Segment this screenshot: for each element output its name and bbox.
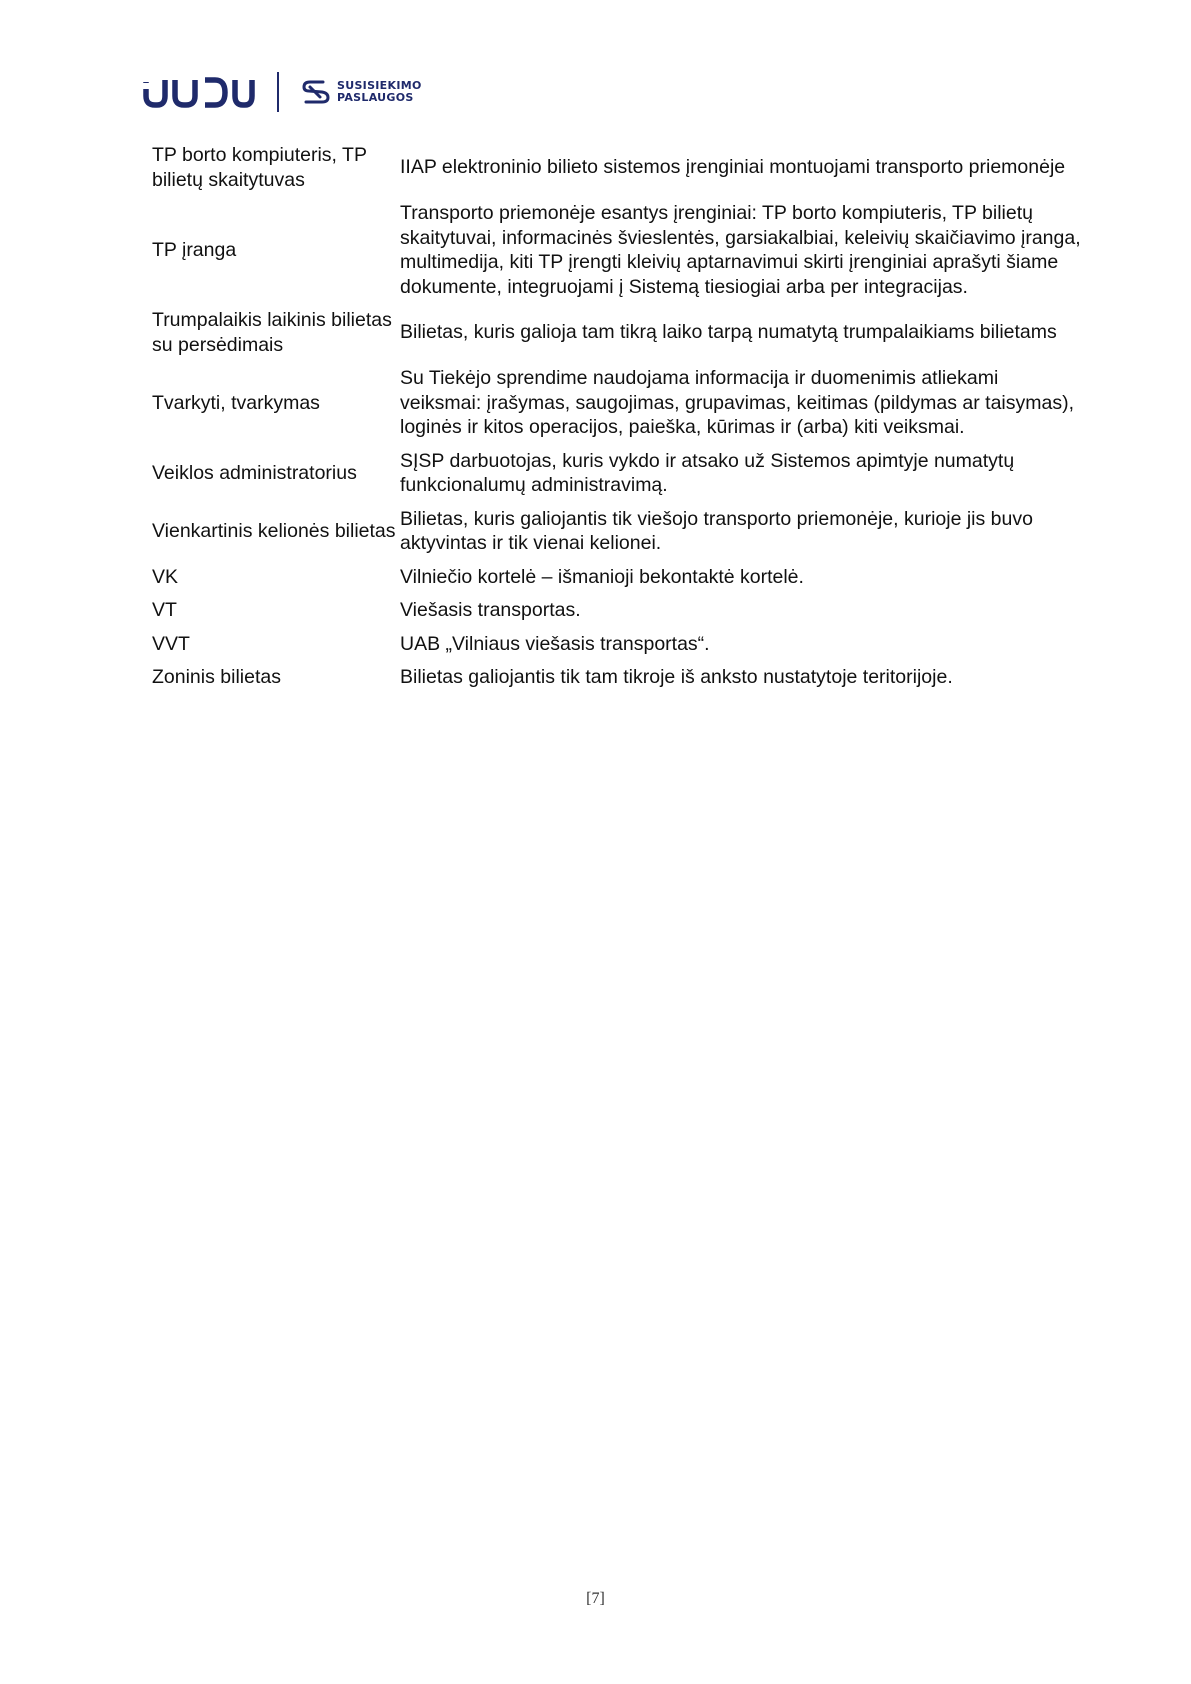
glossary-definition: Transporto priemonėje esantys įrenginiai: TP borto kompiuteris, TP bilietų skaitytuvai, informacinės švieslentės, garsiakalbiai, keleivių skaičiavimo įranga, multimedija, kiti TP įrengti kleivių aptarnavimui skirti įrenginiai aprašyti šiame dokumente, integruojami į Sistemą tiesiogiai arba per integracijas.	[400, 202, 1081, 298]
susisiekimo-paslaugos-logo	[301, 78, 422, 106]
glossary-definition: Su Tiekėjo sprendime naudojama informacija ir duomenimis atliekami veiksmai: įrašymas, saugojimas, grupavimas, keitimas (pildymas ar taisymas), loginės ir kitos operacijos, paieška, kūrimas ir (arba) kiti veiksmai.	[400, 367, 1075, 438]
table-row	[152, 143, 1082, 201]
page-number: [7]	[586, 1590, 605, 1607]
glossary-definition: IIAP elektroninio bilieto sistemos įrenginiai montuojami transporto priemonėje	[400, 156, 1066, 179]
glossary-definition: UAB „Vilniaus viešasis transportas“.	[400, 632, 710, 655]
table-row	[152, 665, 1082, 699]
table-row	[152, 308, 1082, 366]
glossary-term: Veiklos administratorius	[152, 461, 357, 484]
glossary-definition: Bilietas, kuris galioja tam tikrą laiko tarpą numatytą trumpalaikiams bilietams	[400, 321, 1057, 344]
glossary-term: TP borto kompiuteris, TP bilietų skaitytuvas	[152, 144, 367, 191]
table-row	[152, 366, 1082, 449]
glossary-definition: Vilniečio kortelė – išmanioji bekontaktė kortelė.	[400, 565, 804, 588]
glossary-term: VVT	[152, 632, 190, 655]
glossary-term: VT	[152, 599, 177, 621]
judu-logo	[143, 75, 255, 109]
glossary-definition: SĮSP darbuotojas, kuris vykdo ir atsako už Sistemos apimtyje numatytų funkcionalumų administravimą.	[400, 449, 1015, 496]
table-row	[152, 632, 1082, 666]
sp-emblem-icon	[301, 78, 331, 106]
glossary-term: Tvarkyti, tvarkymas	[152, 391, 320, 414]
glossary-term: Vienkartinis kelionės bilietas	[152, 519, 396, 542]
glossary-definition: Bilietas galiojantis tik tam tikroje iš anksto nustatytoje teritorijoje.	[400, 666, 953, 688]
sp-logo-line2: PASLAUGOS	[337, 91, 414, 104]
table-row	[152, 201, 1082, 308]
logo-divider	[277, 72, 279, 112]
glossary-term: Trumpalaikis laikinis bilietas su persėdimais	[152, 309, 392, 356]
glossary-term: Zoninis bilietas	[152, 666, 281, 688]
glossary-term: VK	[152, 565, 179, 588]
table-row	[152, 449, 1082, 507]
table-row	[152, 565, 1082, 599]
sp-logo-line1: SUSISIEKIMO	[337, 79, 422, 92]
glossary-definition: Bilietas, kuris galiojantis tik viešojo transporto priemonėje, kurioje jis buvo aktyvintas ir tik vienai kelionei.	[400, 507, 1033, 554]
table-row	[152, 507, 1082, 565]
glossary-table	[152, 143, 1082, 699]
header	[143, 70, 422, 114]
glossary-term: TP įranga	[152, 238, 237, 261]
glossary-definition: Viešasis transportas.	[400, 599, 581, 621]
table-row	[152, 598, 1082, 632]
sp-logo-text	[337, 80, 422, 104]
